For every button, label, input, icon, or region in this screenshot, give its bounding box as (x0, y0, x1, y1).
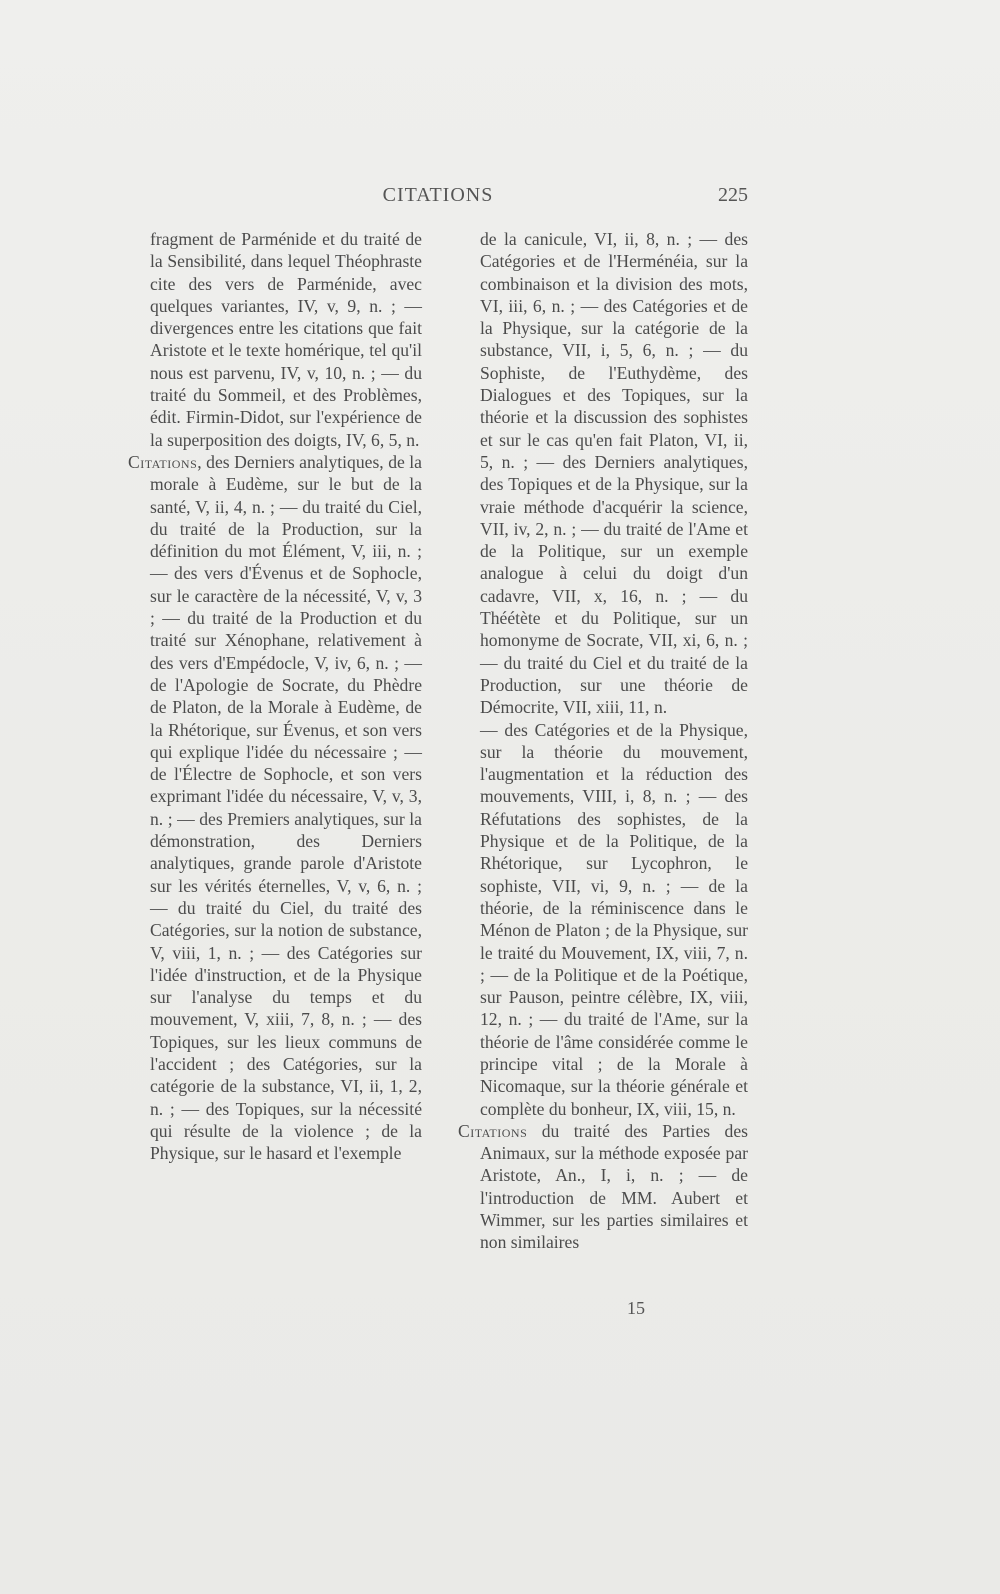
entry-headword: Citations (458, 1120, 528, 1141)
left-entry-citations (128, 451, 422, 1165)
running-head (128, 184, 748, 214)
entry-text: , des Derniers analytiques, de la morale à Eudème, sur le but de la santé, V, ii, 4, n. ; — du traité du Ciel, du traité de la Production, sur la définition du mot Élément, V, iii, n. ; — des vers d'Évenus et de Sophocle, sur le caractère de la nécessité, V, v, 3 ; — du traité de la Production et du traité sur Xénophane, relativement à des vers d'Empédocle, V, iv, 6, n. ; — de l'Apologie de Socrate, du Phèdre de Platon, de la Morale à Eudème, de la Rhétorique, sur Évenus, et son vers qui explique l'idée du nécessaire ; — de l'Électre de Sophocle, et son vers exprimant l'idée du nécessaire, V, v, 3, n. ; — des Premiers analytiques, sur la démonstration, des Derniers analytiques, grande parole d'Aristote sur les vérités éternelles, V, v, 6, n. ; — du traité du Ciel, du traité des Catégories, sur la notion de substance, V, viii, 1, n. ; — des Catégories sur l'idée d'instruction, et de la Physique sur l'analyse du temps et du mouvement, V, xiii, 7, 8, n. ; — des Topiques, sur les lieux communs de l'accident ; des Catégories, sur la catégorie de la substance, VI, ii, 1, 2, n. ; — des Topiques, sur la nécessité qui résulte de la violence ; de la Physique, sur le hasard et l'exemple (150, 451, 422, 1164)
left-column (128, 228, 422, 1164)
right-continuation-paragraph: de la canicule, VI, ii, 8, n. ; — des Catégories et de l'Herménéia, sur la combinaison et la division des mots, VI, iii, 6, n. ; — des Catégories et de la Physique, sur la catégorie de la substance, VII, i, 5, 6, n. ; — du Sophiste, de l'Euthydème, des Dialogues et des Topiques, sur la théorie et la discussion des sophistes et sur le cas qu'en fait Platon, VI, ii, 5, n. ; — des Derniers analytiques, des Topiques et de la Physique, sur la vraie méthode d'acquérir la science, VII, iv, 2, n. ; — du traité de l'Ame et de la Politique, sur un exemple analogue à celui du doigt d'un cadavre, VII, x, 16, n. ; — du Théétète et du Politique, sur un homonyme de Socrate, VII, xi, 6, n. ; — du traité du Ciel et du traité de la Production, sur une théorie de Démocrite, VII, xiii, 11, n. (480, 229, 748, 718)
entry-headword: Citations (128, 451, 198, 472)
running-title: CITATIONS (382, 184, 494, 206)
right-column (458, 228, 748, 1254)
signature-mark: 15 (627, 1298, 645, 1318)
entry-text: du traité des Parties des Animaux, sur la méthode exposée par Aristote, An., I, i, n. ; — de l'introduction de MM. Aubert et Wimmer, sur les parties similaires et non similaires (480, 1120, 748, 1253)
right-entry-citations (458, 1120, 748, 1254)
left-continuation-paragraph: fragment de Parménide et du traité de la Sensibilité, dans lequel Théophraste cite des vers de Parménide, avec quelques variantes, IV, v, 9, n. ; — divergences entre les citations que fait Aristote et le texte homérique, tel qu'il nous est parvenu, IV, v, 10, n. ; — du traité du Sommeil, et des Problèmes, édit. Firmin-Didot, sur l'expérience de la superposition des doigts, IV, 6, 5, n. (150, 229, 422, 450)
page-number: 225 (718, 184, 748, 206)
right-sub-paragraph: — des Catégories et de la Physique, sur la théorie du mouvement, l'augmentation et la réduction des mouvements, VIII, i, 8, n. ; — des Réfutations des sophistes, de la Physique et de la Politique, de la Rhétorique, sur Lycophron, le sophiste, VII, vi, 9, n. ; — de la théorie, de la réminiscence dans le Ménon de Platon ; de la Physique, sur le traité du Mouvement, IX, viii, 7, n. ; — de la Politique et de la Poétique, sur Pauson, peintre célèbre, IX, viii, 12, n. ; — du traité de l'Ame, sur la théorie de l'âme considérée comme le principe vital ; de la Morale à Nicomaque, sur la théorie générale et complète du bonheur, IX, viii, 15, n. (480, 719, 748, 1119)
